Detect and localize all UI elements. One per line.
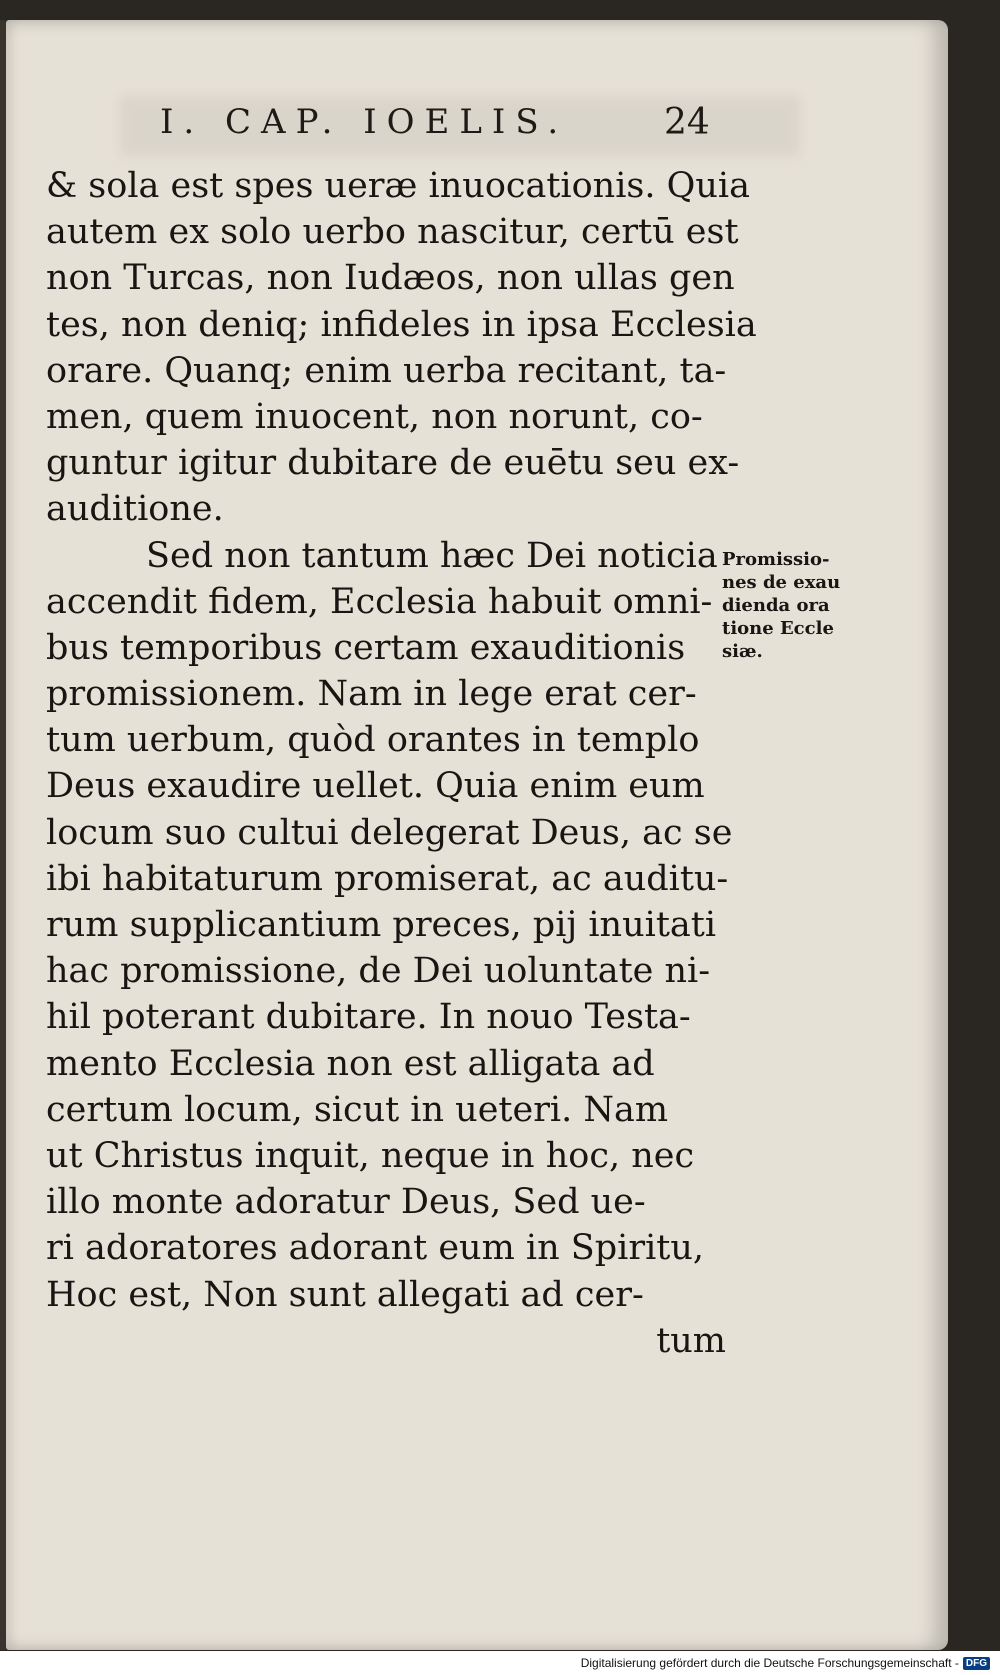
text-line: guntur igitur dubitare de euētu seu ex- (46, 443, 740, 484)
text-line: & sola est spes ueræ inuocationis. Quia (46, 166, 750, 206)
text-line: hac promissione, de Dei uoluntate ni- (46, 951, 711, 992)
text-line: tes, non deniq; infideles in ipsa Ecclesia (46, 304, 757, 345)
text-line: locum suo cultui delegerat Deus, ac se (46, 812, 733, 853)
text-line: bus temporibus certam exauditionis (46, 627, 686, 668)
text-line: illo monte adoratur Deus, Sed ue- (46, 1182, 646, 1223)
text-line: autem ex solo uerbo nascitur, certū est (46, 212, 739, 253)
text-line: promissionem. Nam in lege erat cer- (46, 674, 697, 715)
text-line: men, quem inuocent, non norunt, co- (46, 396, 703, 437)
marginal-note-line: nes de exau (722, 572, 841, 593)
marginal-note-line: dienda ora (722, 595, 830, 616)
text-line: ri adoratores adorant eum in Spiritu, (46, 1228, 704, 1269)
text-line: rum supplicantium preces, pij inuitati (46, 905, 717, 945)
text-line: tum uerbum, quòd orantes in templo (46, 720, 700, 761)
marginal-note-line: tione Eccle (722, 618, 834, 639)
text-line: ibi habitaturum promiserat, ac auditu- (46, 858, 729, 899)
page-number: 24 (664, 102, 710, 143)
text-line: mento Ecclesia non est alligata ad (46, 1043, 655, 1084)
text-line: Deus exaudire uellet. Quia enim eum (46, 766, 705, 807)
catchword: tum (656, 1320, 726, 1361)
footer-credit (581, 1654, 990, 1672)
footer-credit-text: Digitalisierung gefördert durch die Deutsche Forschungsgemeinschaft - (580, 1656, 959, 1670)
text-line: orare. Quanq; enim uerba recitant, ta- (46, 350, 727, 391)
marginal-note-line: Promissio- (722, 549, 830, 570)
text-line: ut Christus inquit, neque in hoc, nec (46, 1135, 695, 1176)
running-head: I. CAP. IOELIS. (160, 102, 569, 142)
marginal-note-line: siæ. (722, 641, 763, 662)
dfg-logo-icon: DFG (963, 1657, 990, 1670)
text-line: hil poterant dubitare. In nouo Testa- (46, 997, 691, 1038)
text-line: non Turcas, non Iudæos, non ullas gen (46, 258, 735, 299)
text-line: certum locum, sicut in ueteri. Nam (46, 1089, 669, 1130)
text-line: Hoc est, Non sunt allegati ad cer- (46, 1274, 644, 1315)
text-line: Sed non tantum hæc Dei noticia (146, 535, 718, 576)
text-line: accendit fidem, Ecclesia habuit omni- (46, 581, 713, 622)
marginal-note (722, 548, 862, 663)
text-line: auditione. (46, 489, 224, 530)
